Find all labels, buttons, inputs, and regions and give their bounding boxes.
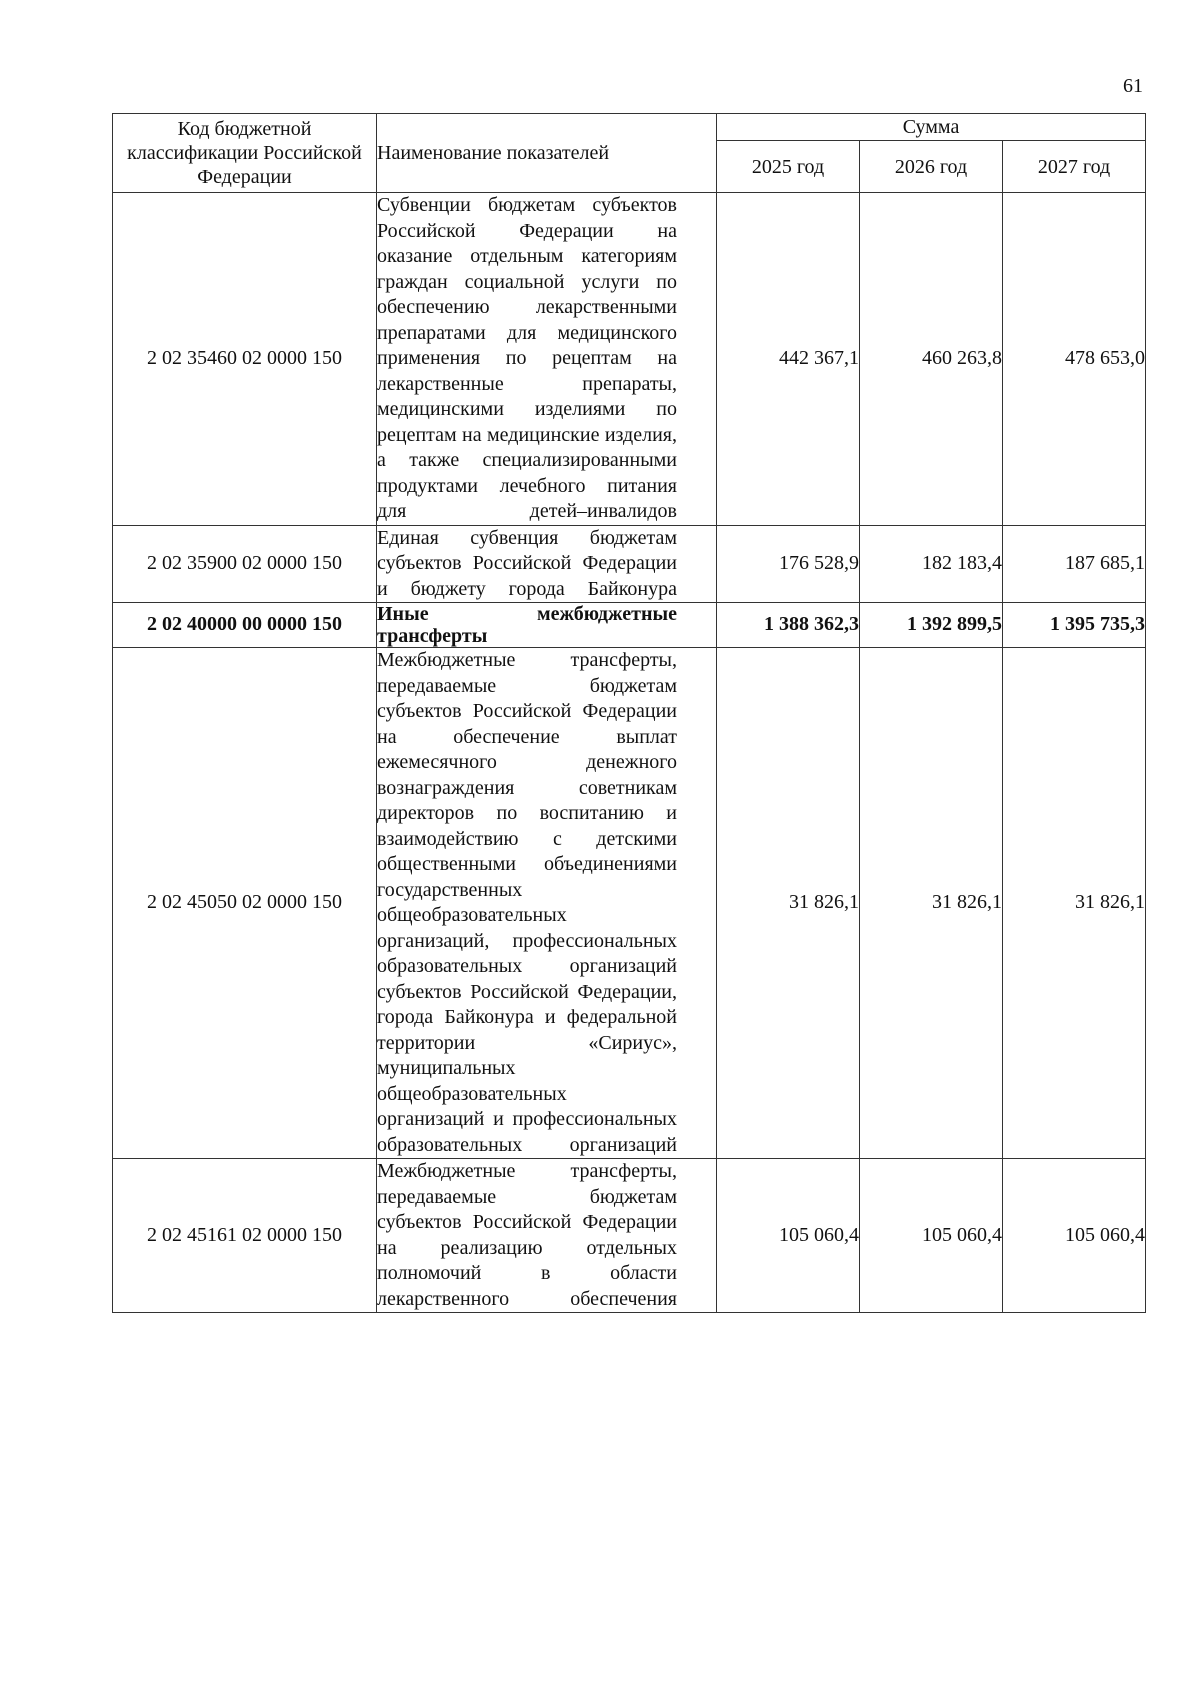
- header-code: Код бюджетной классификации Российской Федерации: [113, 114, 377, 193]
- row-name-cell: [377, 603, 717, 648]
- row-value-2026: 182 183,4: [860, 525, 1003, 603]
- header-year-2027: 2027 год: [1003, 141, 1146, 193]
- row-value-2026: 1 392 899,5: [860, 603, 1003, 648]
- row-code: 2 02 35900 02 0000 150: [113, 525, 377, 603]
- row-value-2027: 187 685,1: [1003, 525, 1146, 603]
- row-name: Единая субвенция бюджетам субъектов Российской Федерации и бюджету города Байконура: [377, 526, 677, 600]
- table-row: [113, 525, 1146, 603]
- header-row: [113, 114, 1146, 141]
- row-value-2027: 478 653,0: [1003, 193, 1146, 526]
- table-row-total: [113, 603, 1146, 648]
- header-year-2026: 2026 год: [860, 141, 1003, 193]
- row-name: Межбюджетные трансферты, передаваемые бюджетам субъектов Российской Федерации на обеспечение выплат ежемесячного денежного вознаграждения советникам директоров по воспитанию и взаимодействию с детскими общественными объединениями государственных общеобразовательных организаций, профессиональных образовательных организаций субъектов Российской Федерации, города Байконура и федеральной территории «Сириус», муниципальных общеобразовательных организаций и профессиональных образовательных организаций: [377, 649, 677, 1156]
- row-code: 2 02 35460 02 0000 150: [113, 193, 377, 526]
- row-value-2027: 105 060,4: [1003, 1159, 1146, 1313]
- row-code: 2 02 45050 02 0000 150: [113, 648, 377, 1159]
- row-value-2026: 31 826,1: [860, 648, 1003, 1159]
- row-value-2025: 176 528,9: [717, 525, 860, 603]
- row-value-2026: 105 060,4: [860, 1159, 1003, 1313]
- row-name: Субвенции бюджетам субъектов Российской Федерации на оказание отдельным категориям граждан социальной услуги по обеспечению лекарственными препаратами для медицинского применения по рецептам на лекарственные препараты, медицинскими изделиями по рецептам на медицинские изделия, а также специализированными продуктами лечебного питания для детей–инвалидов: [377, 194, 677, 522]
- row-value-2027: 31 826,1: [1003, 648, 1146, 1159]
- row-value-2025: 1 388 362,3: [717, 603, 860, 648]
- budget-table: [112, 113, 1146, 1313]
- row-name: Иные межбюджетные трансферты: [377, 603, 677, 647]
- row-code: 2 02 40000 00 0000 150: [113, 603, 377, 648]
- page-number: 61: [1123, 75, 1143, 97]
- row-name: Межбюджетные трансферты, передаваемые бюджетам субъектов Российской Федерации на реализацию отдельных полномочий в области лекарственного обеспечения: [377, 1160, 677, 1310]
- row-name-cell: [377, 648, 717, 1159]
- header-year-2025: 2025 год: [717, 141, 860, 193]
- table-row: [113, 1159, 1146, 1313]
- table-row: [113, 648, 1146, 1159]
- row-code: 2 02 45161 02 0000 150: [113, 1159, 377, 1313]
- row-value-2025: 442 367,1: [717, 193, 860, 526]
- row-name-cell: [377, 525, 717, 603]
- header-name: Наименование показателей: [377, 114, 717, 193]
- table-row: [113, 193, 1146, 526]
- row-name-cell: [377, 1159, 717, 1313]
- header-sum: Сумма: [717, 114, 1146, 141]
- row-value-2026: 460 263,8: [860, 193, 1003, 526]
- row-value-2025: 105 060,4: [717, 1159, 860, 1313]
- row-name-cell: [377, 193, 717, 526]
- row-value-2027: 1 395 735,3: [1003, 603, 1146, 648]
- row-value-2025: 31 826,1: [717, 648, 860, 1159]
